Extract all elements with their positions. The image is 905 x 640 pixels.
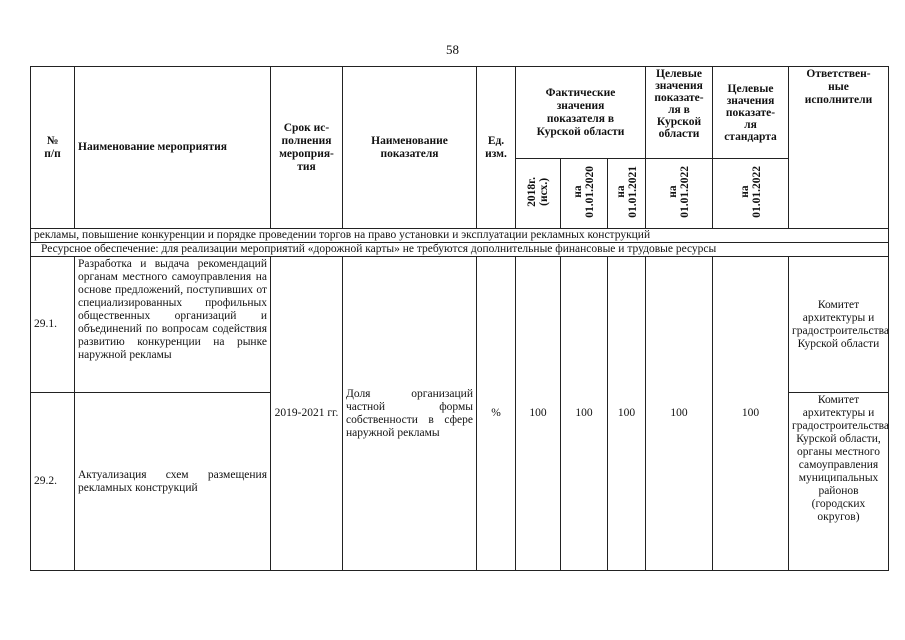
responsible-executor: Комитет архитектуры и градостроительства Курской области [789,257,889,393]
header-event-name: Наименование мероприятия [75,67,271,229]
section-title-row: рекламы, повышение конкуренции и порядке проведении торгов на право установки и эксплуатации рекламных конструкций [31,229,889,243]
page-number: 58 [446,42,459,57]
value-target-kursk: 100 [646,257,713,571]
header-indicator-name: Наименование показателя [343,67,477,229]
header-unit: Ед. изм. [477,67,516,229]
subheader-standard-2022: на 01.01.2022 [713,159,789,229]
value-2018: 100 [516,257,561,571]
header-num: № п/п [31,67,75,229]
subheader-2021: на 01.01.2021 [608,159,646,229]
event-description: Разработка и выдача рекомендаций органам местного самоуправления на основе предложений, поступивших от специализированных профильных общественных организаций и объединений по вопросам содействия развитию конкуренции на рынке наружной рекламы [75,257,271,393]
subheader-2020: на 01.01.2020 [561,159,608,229]
event-description: Актуализация схем размещения рекламных конструкций [75,393,271,571]
value-target-standard: 100 [713,257,789,571]
row-number: 29.2. [31,393,75,571]
indicator-value: Доля организаций частной формы собственности в сфере наружной рекламы [343,257,477,571]
deadline-value: 2019-2021 гг. [271,257,343,571]
responsible-executor: Комитет архитектуры и градостроительства Курской области, органы местного самоуправления муниципальных районов (городских округов) [789,393,889,571]
unit-value: % [477,257,516,571]
header-target-kursk: Целевые значения показате- ля в Курской области [646,67,713,159]
subheader-kursk-2022: на 01.01.2022 [646,159,713,229]
subheader-2018: 2018г. (исх.) [516,159,561,229]
row-number: 29.1. [31,257,75,393]
header-deadline: Срок ис- полнения мероприя- тия [271,67,343,229]
header-actual-values: Фактические значения показателя в Курской области [516,67,646,159]
header-target-standard: Целевые значения показате- ля стандарта [713,67,789,159]
value-2021: 100 [608,257,646,571]
resource-row: Ресурсное обеспечение: для реализации мероприятий «дорожной карты» не требуются дополнительные финансовые и трудовые ресурсы [31,243,889,257]
value-2020: 100 [561,257,608,571]
header-responsible: Ответствен- ные исполнители [789,67,889,229]
roadmap-table [30,66,889,571]
